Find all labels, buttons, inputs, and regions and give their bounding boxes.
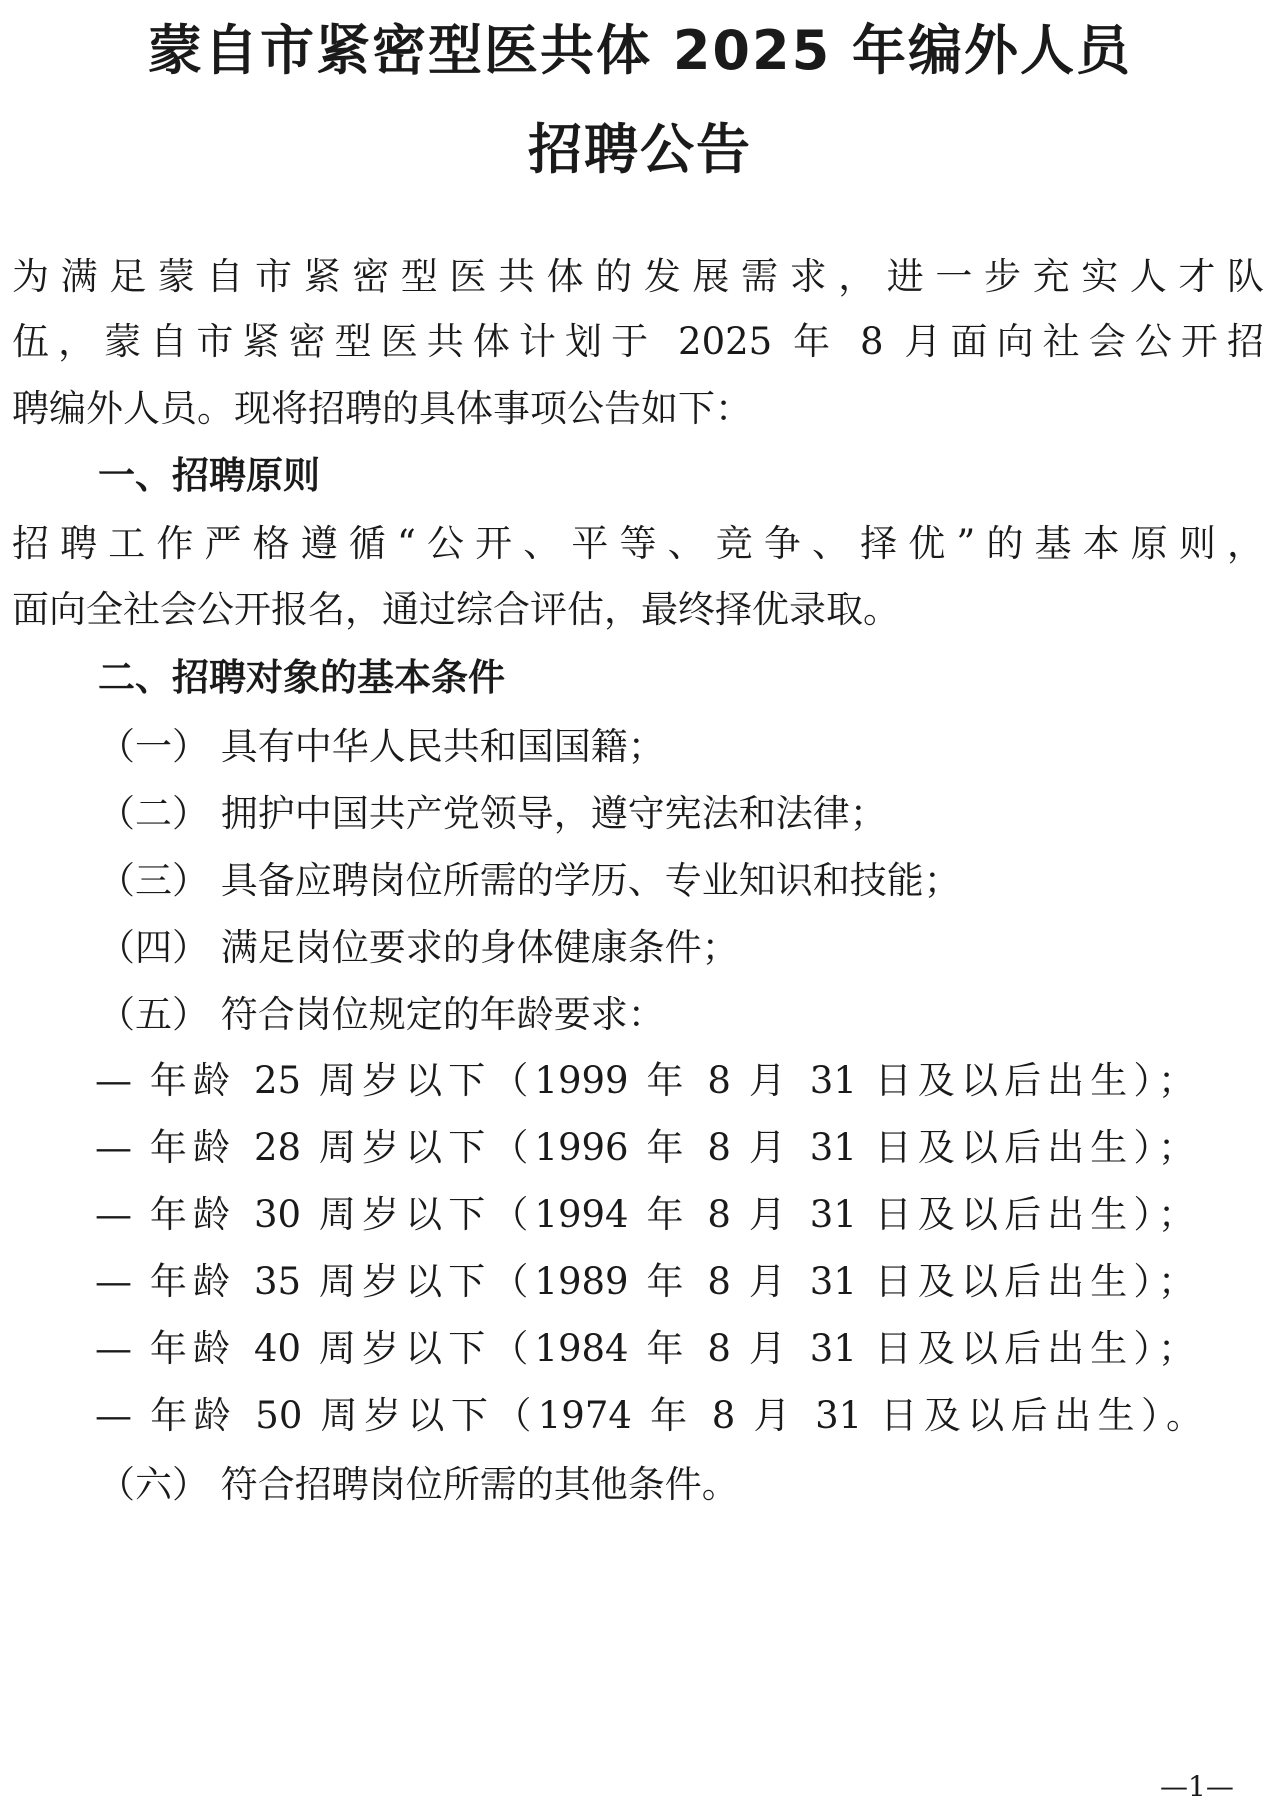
age-limit-item: — 年龄 28 周岁以下（1996 年 8 月 31 日及以后出生）； <box>95 1126 1195 1169</box>
page-number: —1— <box>1160 1770 1234 1803</box>
condition-item-2: （二） 拥护中国共产党领导，遵守宪法和法律； <box>98 792 887 835</box>
document-title-line-2: 招聘公告 <box>528 118 752 181</box>
section-1-line-1: 招聘工作严格遵循“公开、平等、竞争、择优”的基本原则， <box>12 522 1264 565</box>
age-limit-item: — 年龄 25 周岁以下（1999 年 8 月 31 日及以后出生）； <box>95 1059 1195 1102</box>
age-limit-item: — 年龄 40 周岁以下（1984 年 8 月 31 日及以后出生）； <box>95 1327 1195 1370</box>
condition-item-1: （一） 具有中华人民共和国国籍； <box>98 725 665 768</box>
intro-line-3: 聘编外人员。现将招聘的具体事项公告如下： <box>12 387 752 430</box>
age-limit-item: — 年龄 35 周岁以下（1989 年 8 月 31 日及以后出生）； <box>95 1260 1195 1303</box>
section-1-heading: 一、招聘原则 <box>98 454 320 497</box>
age-limit-item: — 年龄 50 周岁以下（1974 年 8 月 31 日及以后出生）。 <box>95 1394 1203 1437</box>
age-limit-item: — 年龄 30 周岁以下（1994 年 8 月 31 日及以后出生）； <box>95 1193 1195 1236</box>
document-title-line-1: 蒙自市紧密型医共体 2025 年编外人员 <box>148 19 1132 82</box>
section-2-heading: 二、招聘对象的基本条件 <box>98 656 505 699</box>
condition-item-4: （四） 满足岗位要求的身体健康条件； <box>98 926 739 969</box>
condition-item-6: （六） 符合招聘岗位所需的其他条件。 <box>98 1463 739 1506</box>
condition-item-5: （五） 符合岗位规定的年龄要求： <box>98 993 665 1036</box>
intro-line-1: 为满足蒙自市紧密型医共体的发展需求，进一步充实人才队 <box>12 255 1264 298</box>
condition-item-3: （三） 具备应聘岗位所需的学历、专业知识和技能； <box>98 859 961 902</box>
intro-line-2: 伍，蒙自市紧密型医共体计划于 2025 年 8 月面向社会公开招 <box>12 320 1264 363</box>
section-1-line-2: 面向全社会公开报名，通过综合评估，最终择优录取。 <box>12 588 900 631</box>
